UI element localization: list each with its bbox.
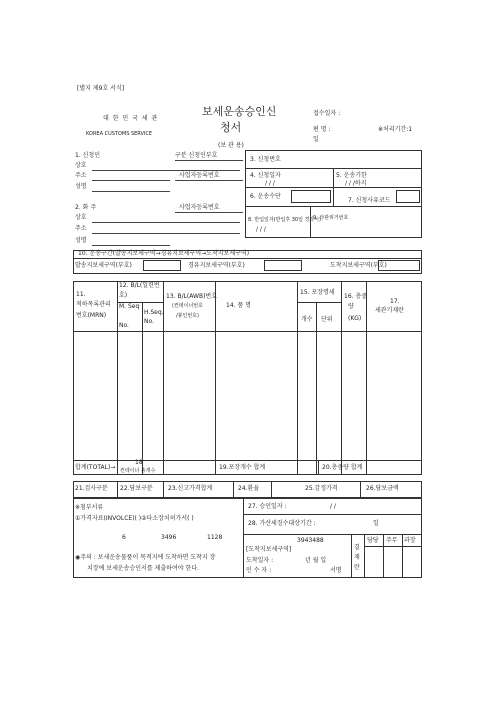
applicant-address-label: 주소 [75,172,87,179]
transport-period-value: / / /하지 [345,180,367,187]
exchange-rate-label: 24.환율 [238,485,260,492]
col-mseq: M. Seq [119,303,140,310]
col-packing-unit: 단위 [321,316,333,323]
col-awb-2: (컨테이너번호 [172,303,203,309]
reasoned-no-label: 9. 타관위거번호 [313,215,349,221]
applicant-classification: 구분 신청인부호 [175,152,218,159]
shipper-business-no-label: 사업자등록번호 [179,204,220,211]
route-via-box[interactable] [264,260,302,271]
processing-label: 편 명 : [313,126,331,133]
arrival-number: 3943488 [297,537,324,544]
col-mrn-3: 번호(MRN) [76,312,107,319]
notice-line-1: ◉주의 : 보세운송물품이 목적지에 도착하면 도착지 장 [75,554,216,561]
col-bl-title-2: 호) [119,292,128,299]
notice-line-2: 치장에 보세운송승인서를 제출하여야 한다. [87,565,199,572]
applicant-firm-label: 상호 [75,162,87,169]
reason-code-box[interactable] [396,190,420,203]
stamp-label-1: 결 [354,544,360,551]
copy-label: (보 관 용) [218,142,244,149]
inspection-label: 21.검사구분 [75,485,108,492]
col-customs-1: 17. [390,298,400,305]
col-item-name: 14. 품 명 [226,302,251,309]
route-origin-box[interactable] [143,260,181,271]
transport-means-box[interactable] [291,190,331,203]
approval-date-value: / / [330,503,336,510]
attachment-num-b: 3496 [161,534,177,541]
col-packing-count: 개수 [301,316,313,323]
route-title: 10. 운송구간(발송지보세구역→경유지보세구역→도착지보세구역) [78,250,250,257]
declared-total-label: 23.신고가격합계 [168,485,213,492]
import-date-value: / / / [256,226,266,233]
assessed-price-label: 25.감정가격 [305,485,338,492]
seal-label: 서명 [330,567,342,574]
processing-period: ※처리기간:1 [378,126,413,133]
application-no-label: 3. 신청번호 [250,156,281,163]
arrival-date-value: 년 월 일 [305,557,327,564]
duty-type-label: 22.담보구분 [120,485,153,492]
total-label: 합계(TOTAL)→ [75,464,116,471]
col-hseq: H.Seq. [144,309,164,316]
col-hseq-no: No. [144,318,154,325]
attachments-items: ①가격자료(INVOLCE)( )②타소장치허가서( ) [75,515,194,522]
receiver-label: 인 수 자 : [246,567,272,574]
applicant-name-label: 성명 [75,183,87,190]
form-title: 보세운송승인신 [202,105,277,118]
form-number: [별지 제9호 서식] [77,85,125,92]
import-date-label: 8. 반입일자(반입후 30일 경과시) [248,217,321,223]
day-unit: 일 [373,520,379,527]
security-amount-label: 26.담보금액 [366,485,399,492]
col-customs-2: 세관기재란 [375,307,404,314]
cargo-table [73,281,422,475]
shipper-name-label: 성명 [75,237,87,244]
processing-period-cont: 일 [313,136,319,143]
col-awb-1: 13. B/L(AWB)번호 [166,293,218,300]
reason-code-label: 7. 신청사유코드 [348,197,391,204]
stamp-label-3: 란 [354,564,360,571]
col-weight-2: 량 [348,303,354,310]
additional-period-label: 28. 가산세징수대상기간 : [248,520,316,527]
arrival-report-title: [도착지보세구역] [246,546,292,553]
route-destination-box[interactable] [378,260,420,271]
col-weight-3: (KG) [348,315,362,322]
col-weight-1: 16. 총중 [344,293,368,300]
applicant-business-no-label: 사업자등록번호 [179,172,220,179]
attachment-num-c: 1128 [207,534,223,541]
agency-name-kr: 대 한 민 국 세 관 [103,115,159,122]
chief-label: 주무 [386,537,398,544]
shipper-firm-label: 상호 [75,214,87,221]
col-bl-title-1: 12. B/L(일련번 [119,282,160,289]
applicant-section: 1. 신청인 [75,152,101,159]
head-label: 과장 [404,537,416,544]
arrival-date-label: 도착일자 : [246,557,274,564]
route-destination-label: 도착지보세구역(부호) [330,262,387,269]
application-date-label: 4. 신청일자 [250,172,281,179]
col-awb-3: /봉인번호) [176,313,199,319]
weight-total-label: 20.총중량 합계 [322,464,363,471]
package-total-label: 19.포장개수 합계 [219,464,266,471]
shipper-address-label: 주소 [75,225,87,232]
col-packing-title: 15. 포장명세 [300,289,335,296]
agency-name-en: KOREA CUSTOMS SERVICE [86,131,153,137]
col-mrn-2: 적하목록관리 [76,301,111,308]
form-title-cont: 청서 [220,121,242,134]
col-mseq-no: No. [119,322,129,329]
receipt-date-label: 접수일자 : [313,110,341,117]
transport-period-label: 5. 운송기한 [336,172,367,179]
attachments-title: ※첨부서류 [75,504,104,511]
attachment-num-a: 6 [122,534,126,541]
transport-means-label: 6. 운송수단 [250,193,281,200]
approval-date-label: 27. 승인일자 : [248,503,287,510]
application-date-value: / / / [265,180,275,187]
officer-label: 담당 [367,537,379,544]
stamp-label-2: 재 [354,554,360,561]
shipper-section: 2. 화 주 [75,204,97,211]
route-via-label: 경유지보세구역(부호) [188,262,245,269]
route-origin-label: 발송지보세구역(부호) [75,262,132,269]
container-count-label: 컨테이너 총개수 [120,468,156,474]
container-count-value: 18 [135,459,143,466]
col-mrn-1: 11. [76,291,86,298]
